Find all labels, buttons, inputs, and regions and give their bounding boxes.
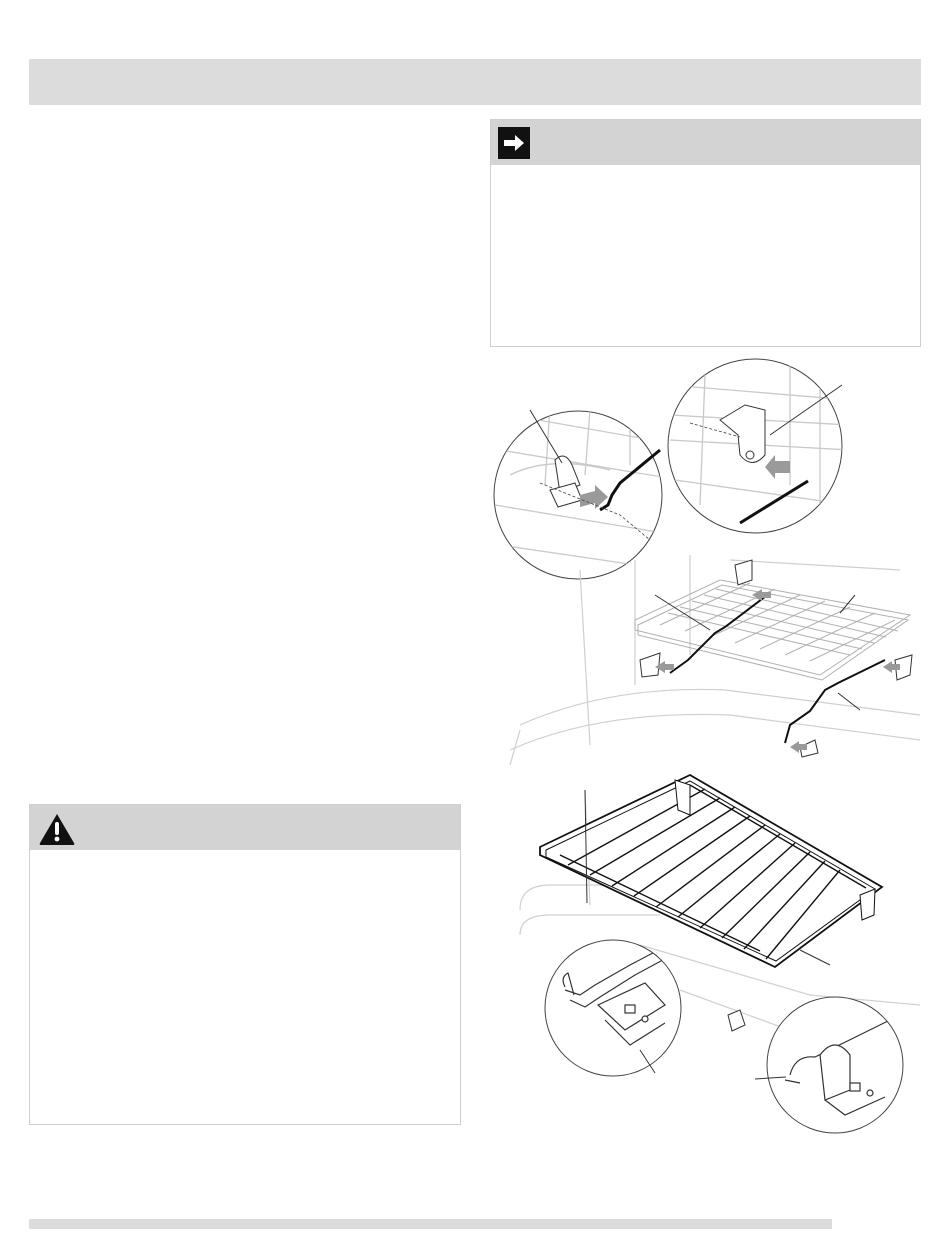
warning-exclamation-icon [38, 812, 76, 846]
zoom-detail-left [494, 405, 680, 579]
zoom-detail-right [668, 359, 850, 533]
page-footer-bar [29, 1219, 832, 1229]
note-header [491, 120, 920, 165]
warning-header [30, 805, 460, 850]
rack-support-install-view [510, 555, 920, 765]
callout-leader-5 [838, 693, 860, 710]
arrow-right-icon [498, 127, 530, 159]
zoom-detail-bottom-right [755, 997, 903, 1133]
note-box [490, 119, 921, 347]
zoom-detail-bottom-left [545, 940, 681, 1076]
callout-leader-7 [800, 950, 830, 965]
oven-rack-illustrations [490, 355, 930, 1140]
section-header-bar [29, 59, 921, 105]
warning-box [29, 804, 461, 1125]
